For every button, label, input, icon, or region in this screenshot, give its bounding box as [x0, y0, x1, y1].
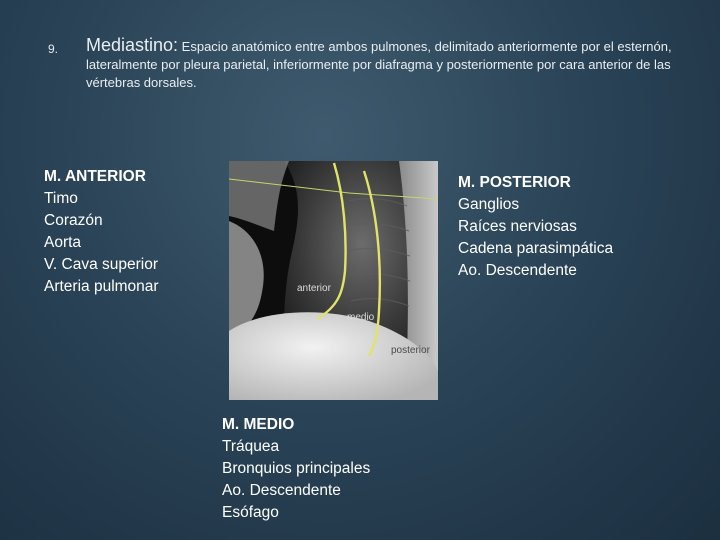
posterior-title: M. POSTERIOR: [458, 174, 571, 191]
list-item: Arteria pulmonar: [44, 278, 159, 295]
list-item: V. Cava superior: [44, 256, 159, 273]
anterior-list: [44, 188, 159, 298]
list-item: Aorta: [44, 234, 82, 251]
definition-paragraph: [86, 36, 686, 92]
list-item: Ao. Descendente: [458, 262, 577, 279]
definition-term: Mediastino:: [86, 35, 179, 55]
list-item: Bronquios principales: [222, 460, 371, 477]
anterior-mediastinum-block: [44, 166, 159, 298]
lateral-chest-xray-image: [229, 161, 438, 400]
medio-title: M. MEDIO: [222, 416, 295, 433]
definition-text: Espacio anatómico entre ambos pulmones, delimitado anteriormente por el esternón, lateralmente por pleura parietal, inferiormente por diafragma y posteriormente por cara anterior de las vértebras dorsales.: [86, 39, 672, 90]
list-item: Cadena parasimpática: [458, 240, 614, 257]
list-item: Tráquea: [222, 438, 280, 455]
anterior-title: M. ANTERIOR: [44, 168, 146, 185]
list-item: Ao. Descendente: [222, 482, 341, 499]
list-item: Ganglios: [458, 196, 520, 213]
list-item: Timo: [44, 190, 78, 207]
posterior-list: [458, 194, 613, 282]
xray-label-posterior: posterior: [391, 345, 430, 356]
list-item: Esófago: [222, 504, 279, 521]
slide-number: 9.: [48, 42, 59, 56]
list-item: Raíces nerviosas: [458, 218, 577, 235]
medio-list: [222, 436, 370, 524]
xray-label-medio: medio: [347, 312, 375, 323]
posterior-mediastinum-block: [458, 172, 613, 282]
list-item: Corazón: [44, 212, 103, 229]
xray-label-anterior: anterior: [297, 283, 331, 294]
middle-mediastinum-block: [222, 414, 370, 524]
